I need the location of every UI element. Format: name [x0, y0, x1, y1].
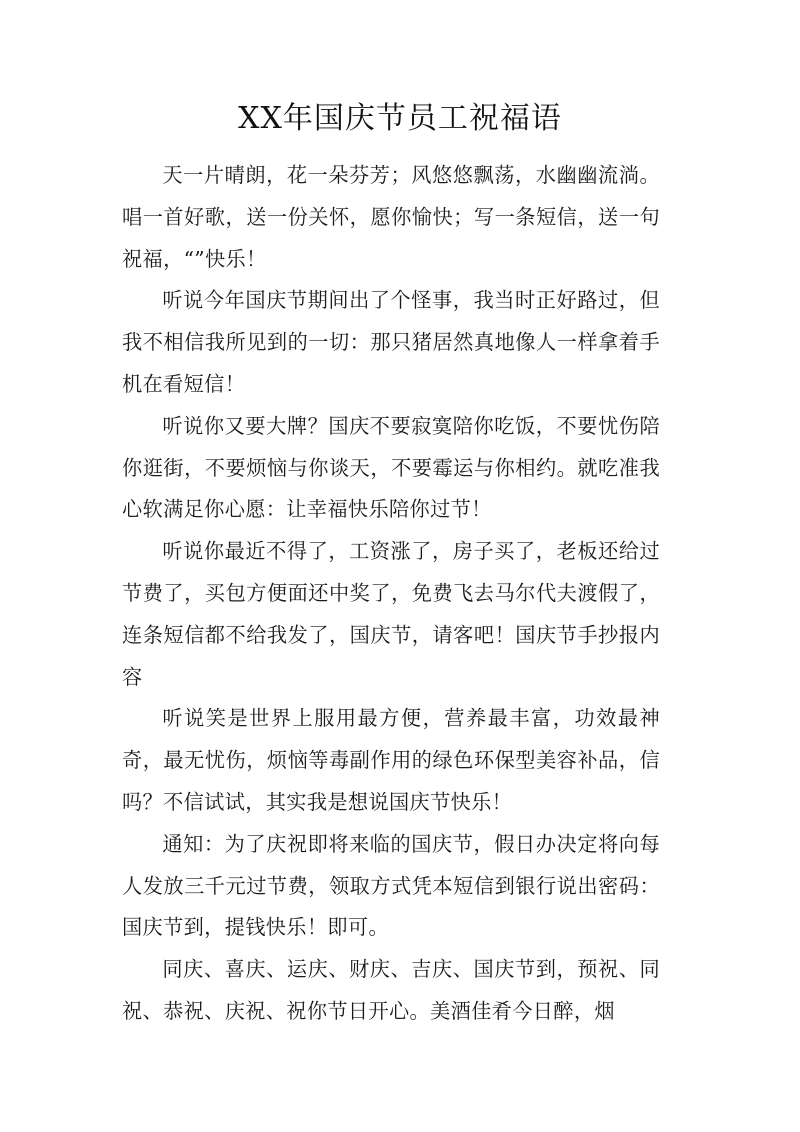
paragraph-notice: 通知：为了庆祝即将来临的国庆节，假日办决定将向每人发放三千元过节费，领取方式凭本短信到银行说出密码：国庆节到，提钱快乐！即可。 — [122, 831, 660, 940]
paragraph-celebrations: 同庆、喜庆、运庆、财庆、吉庆、国庆节到，预祝、同祝、恭祝、庆祝、祝你节日开心。美酒佳肴今日醉，烟 — [122, 957, 660, 1023]
paragraph-laughter: 听说笑是世界上服用最方便，营养最丰富，功效最神奇，最无忧伤，烦恼等毒副作用的绿色环保型美容补品，信吗？不信试试，其实我是想说国庆节快乐！ — [122, 706, 660, 814]
paragraph-treat-me: 听说你最近不得了，工资涨了，房子买了，老板还给过节费了，买包方便面还中奖了，免费飞去马尔代夫渡假了，连条短信都不给我发了，国庆节，请客吧！国庆节手抄报内容 — [122, 539, 660, 689]
paragraph-no-loneliness: 听说你又要大牌？国庆不要寂寞陪你吃饭，不要忧伤陪你逛街，不要烦恼与你谈天，不要霉运与你相约。就吃准我心软满足你心愿：让幸福快乐陪你过节！ — [122, 413, 660, 522]
document-body — [122, 155, 660, 1033]
paragraph-strange-event: 听说今年国庆节期间出了个怪事，我当时正好路过，但我不相信我所见到的一切：那只猪居然真地像人一样拿着手机在看短信！ — [122, 288, 660, 396]
document-title: XX年国庆节员工祝福语 — [238, 101, 562, 136]
paragraph-sunny-day: 天一片晴朗，花一朵芬芳；风悠悠飘荡，水幽幽流淌。唱一首好歌，送一份关怀，愿你愉快；写一条短信，送一句祝福，“”快乐！ — [122, 163, 660, 271]
